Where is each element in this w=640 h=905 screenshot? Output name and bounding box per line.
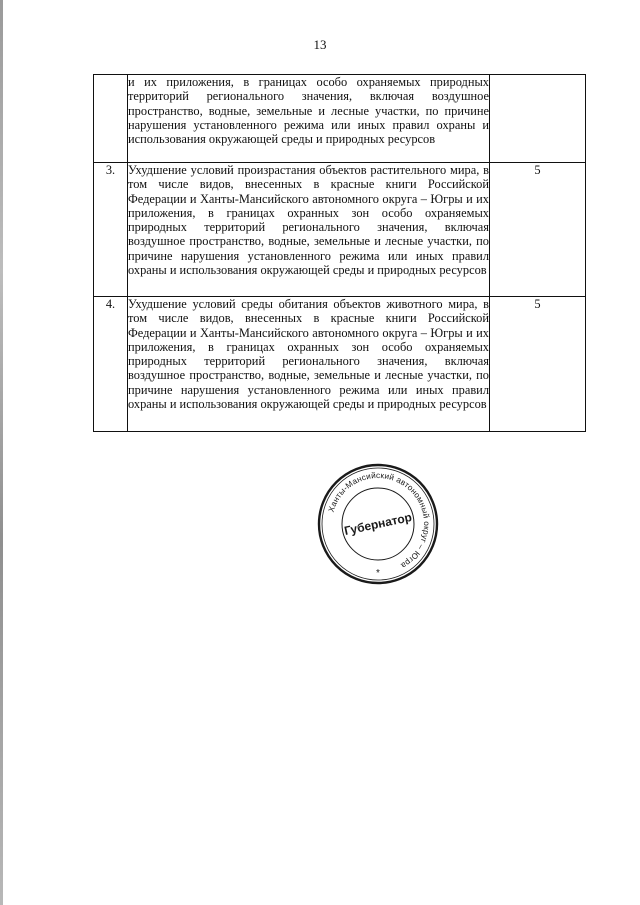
- row-number: [94, 75, 128, 163]
- row-value: 5: [490, 163, 586, 297]
- seal-ring-text: Ханты-Мансийский автономный округ – Югра: [326, 470, 432, 571]
- row-value: 5: [490, 297, 586, 432]
- row-description: и их приложения, в границах особо охраняемых природных территорий регионального значения, включая воздушное пространство, водные, земельные и лесные участки, по причине нарушения установленного режима или иных правил охраны и использования окружающей среды и природных ресурсов: [128, 75, 490, 163]
- table-row: [94, 75, 586, 163]
- seal-graphic: [316, 462, 440, 586]
- scan-edge: [0, 0, 3, 905]
- table-row: [94, 163, 586, 297]
- seal-center-text: Губернатор: [342, 510, 414, 538]
- table-row: [94, 297, 586, 432]
- seal-star: *: [376, 568, 380, 579]
- row-value: [490, 75, 586, 163]
- row-number: 3.: [94, 163, 128, 297]
- criteria-table: [93, 74, 586, 432]
- row-description: Ухудшение условий произрастания объектов растительного мира, в том числе видов, внесенных в красные книги Российской Федерации и Ханты-Мансийского автономного округа – Югры и их приложения, в границах охранных зон особо охраняемых природных территорий регионального значения, включая воздушное пространство, водные, земельные и лесные участки, по причине нарушения установленного режима или иных правил охраны и использования окружающей среды и природных ресурсов: [128, 163, 490, 297]
- governor-seal: [316, 462, 440, 586]
- row-number: 4.: [94, 297, 128, 432]
- page-number: 13: [313, 37, 327, 52]
- row-description: Ухудшение условий среды обитания объектов животного мира, в том числе видов, внесенных в красные книги Российской Федерации и Ханты-Мансийского автономного округа – Югры и их приложения, в границах охранных зон особо охраняемых природных территорий регионального значения, включая воздушное пространство, водные, земельные и лесные участки, по причине нарушения установленного режима или иных правил охраны и использования окружающей среды и природных ресурсов: [128, 297, 490, 432]
